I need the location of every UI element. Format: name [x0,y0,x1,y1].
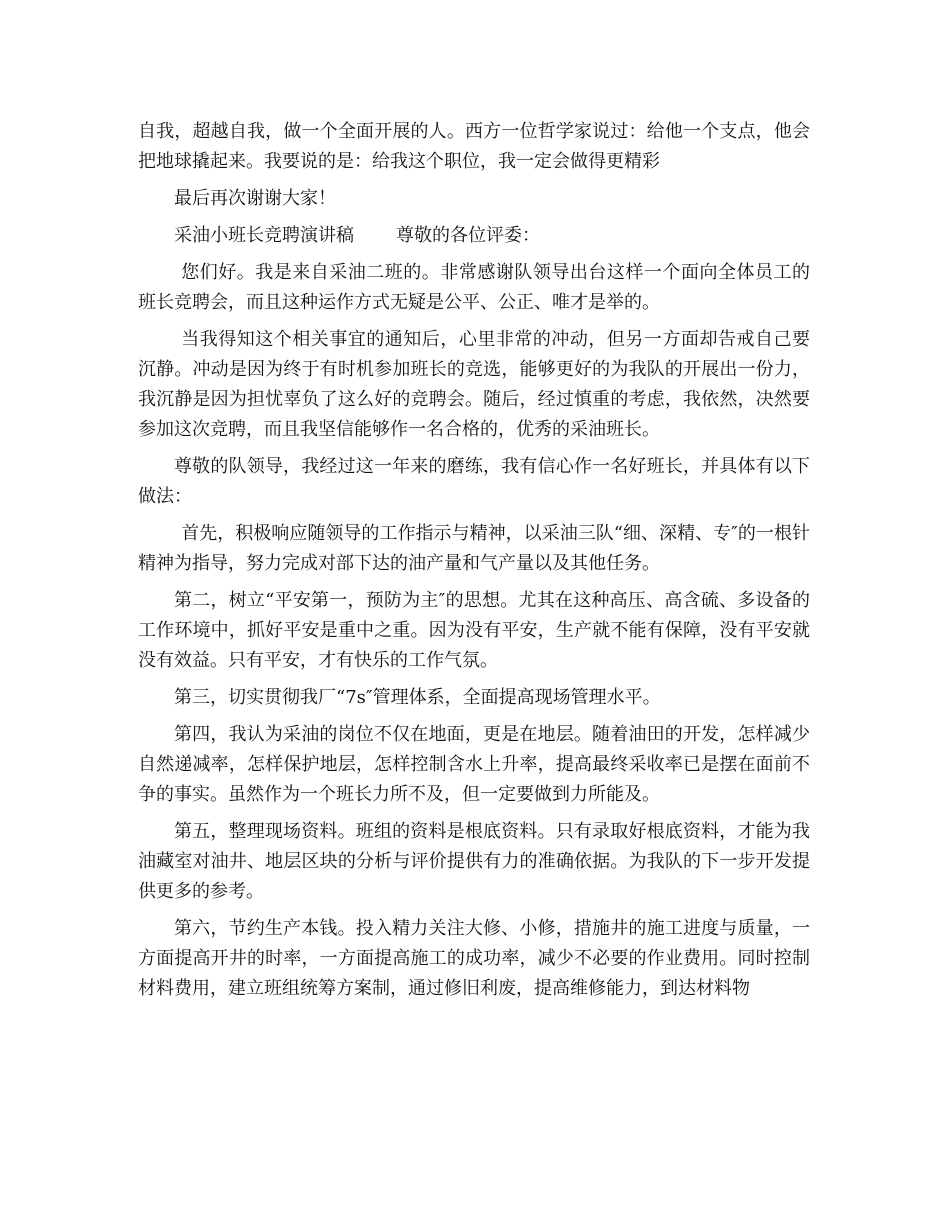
paragraph-plan-fourth: 第四，我认为采油的岗位不仅在地面，更是在地层。随着油田的开发，怎样减少自然递减率，怎样保护地层，怎样控制含水上升率，提高最终采收率已是摆在面前不争的事实。虽然作为一个班长力所不及，但一定要做到力所能及。 [138,724,810,805]
paragraph-plan-first: 首先，积极响应随领导的工作指示与精神，以采油三队“细、深精、专″的一根针精神为指导，努力完成对部下达的油产量和气产量以及其他任务。 [138,523,810,574]
speech-heading-line [138,221,810,251]
paragraph-plan-second: 第二，树立“平安第一，预防为主″的思想。尤其在这种高压、高含硫、多设备的工作环境中，抓好平安是重中之重。因为没有平安，生产就不能有保障，没有平安就没有效益。只有平安，才有快乐的工作气氛。 [138,590,810,671]
paragraph-plan-third: 第三，切实贯彻我厂“7s″管理体系，全面提高现场管理水平。 [174,687,661,708]
paragraph-motivation: 当我得知这个相关事宜的通知后，心里非常的冲动，但另一方面却告戒自己要沉静。冲动是因为终于有时机参加班长的竞选，能够更好的为我队的开展出一份力，我沉静是因为担忧辜负了这么好的竞聘会。随后，经过慎重的考虑，我依然，决然要参加这次竞聘，而且我坚信能够作一名合格的，优秀的采油班长。 [138,329,810,440]
paragraph-plan-fifth: 第五，整理现场资料。班组的资料是根底资料。只有录取好根底资料，才能为我油藏室对油井、地层区块的分析与评价提供有力的准确依据。为我队的下一步开发提供更多的参考。 [138,821,810,902]
paragraph-plan-intro: 尊敬的队领导，我经过这一年来的磨练，我有信心作一名好班长，并具体有以下做法： [138,456,810,507]
speech-title: 采油小班长竞聘演讲稿 [174,225,354,246]
document-body [138,117,810,1011]
paragraph-greeting: 您们好。我是来自采油二班的。非常感谢队领导出台这样一个面向全体员工的班长竞聘会，而且这种运作方式无疑是公平、公正、唯才是举的。 [138,262,810,313]
paragraph-plan-sixth: 第六，节约生产本钱。投入精力关注大修、小修，措施井的施工进度与质量，一方面提高开井的时率，一方面提高施工的成功率，减少不必要的作业费用。同时控制材料费用，建立班组统筹方案制，通过修旧利废，提高维修能力，到达材料物 [138,918,810,999]
paragraph-thanks: 最后再次谢谢大家！ [174,188,336,209]
paragraph-continuation: 自我，超越自我，做一个全面开展的人。西方一位哲学家说过：给他一个支点，他会把地球撬起来。我要说的是：给我这个职位，我一定会做得更精彩 [138,121,810,172]
salutation: 尊敬的各位评委： [396,225,540,246]
